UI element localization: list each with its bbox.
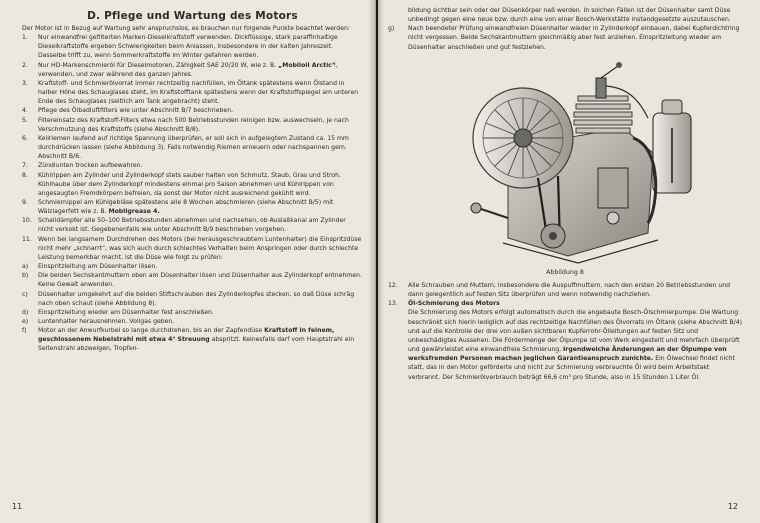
- nozzle-check-steps: [22, 262, 363, 354]
- right-page: [378, 0, 760, 523]
- instruction-list: [388, 281, 742, 382]
- maintenance-list: [22, 33, 363, 262]
- subsection-heading: Öl-Schmierung des Motors: [408, 300, 500, 308]
- continuation-paragraph: bildung sichtbar sein oder der Düsenkörper naß werden. In solchen Fällen ist der Düsenhalter samt Düse unbedingt gegen eine neue bzw. durch eine von einer Bosch-Werkstätte instandgesetzte auszutauschen.: [408, 7, 731, 24]
- list-item: 3. Kraftstoff- und Schmierölvorrat immer rechtzeitig nachfüllen, im Öltank spätestens wenn Ölstand in halber Höhe des Schauglases steht, im Kraftstofftank spätestens wenn der Kraftstoffspiegel am unteren Ende des Schauglases (seitlich am Tank angebracht) steht.: [22, 79, 358, 106]
- list-item: 7. Zündlunten trocken aufbewahren.: [22, 162, 143, 170]
- list-item: 12. Alle Schrauben und Muttern, insbesondere die Auspuffmuttern, nach den ersten 20 Betriebsstunden und dann gelegentlich auf festen Sitz überprüfen und wenn notwendig nachziehen.: [388, 281, 731, 299]
- page-number: 11: [12, 502, 23, 511]
- continued-text: [388, 6, 742, 52]
- list-item: 2. Nur HD-Markenschmieröl für Dieselmotoren, Zähigkeit SAE 20/20 W, wie z. B. „Mobiloil Arctic“, verwenden, und zwar während des ganzen Jahres.: [22, 61, 338, 78]
- section-title: D. Pflege und Wartung des Motors: [87, 10, 298, 22]
- further-instructions: [388, 281, 742, 382]
- engine-drawing: [448, 58, 708, 268]
- list-item: a) Einspritzleitung am Düsenhalter lösen.: [22, 263, 158, 271]
- list-item: 10. Schalldämpfer alle 50–100 Betriebsstunden abnehmen und nachsehen, ob Auslaßkanal am Zylinder nicht verkokt ist. Gegebenenfalls wie unter Abschnitt B/9 beschrieben vorgehen.: [22, 217, 346, 234]
- warning-text: Irgendwelche Änderungen an der Ölpumpe von werksfremden Personen machen jeglichen Garantieanspruch zunichte.: [408, 346, 727, 363]
- list-item: 8. Kühlrippen am Zylinder und Zylinderkopf stets sauber halten von Schmutz, Staub, Gras und Stroh. Kühlhaube über dem Zylinderkopf mindestens einmal pro Saison abnehmen und Kühlrippen von angesaugten Fremdkörpern befreien, da sonst der Motor nicht ausreichend gekühlt wird.: [22, 171, 341, 197]
- list-item: 1. Nur einwandfrei gefilterten Marken-Dieselkraftstoff verwenden. Dickflüssige, stark paraffinhaltige Dieselkraftstoffe ergeben Schwierigkeiten beim Anlassen, insbesondere in der kalten Jahreszeit. Dasselbe trifft zu, wenn Sommerkraftstoffe im Winter gefahren werden.: [22, 34, 338, 60]
- engine-illustration: [448, 58, 708, 268]
- page-number: 12: [727, 502, 738, 511]
- list-item: 5. Filtereinsatz des Kraftstoff-Filters etwa nach 500 Betriebsstunden reinigen bzw. auswechseln, je nach Verschmutzung des Kraftstoffs (siehe Abschnitt B/8).: [22, 116, 349, 133]
- step-g-list: [388, 24, 742, 51]
- product-name: „Mobiloil Arctic“: [278, 61, 336, 69]
- list-item: 11. Wenn bei langsamem Durchdrehen des Motors (bei herausgeschraubtem Luntenhalter) die Einspritzdüse nicht mehr „schnarrt“, was sich auch durch schlechtes Verhalten beim Anspringen oder durch schlechte Leistung bemerkbar macht, ist die Düse wie folgt zu prüfen:: [22, 235, 362, 261]
- list-item: 6. Keilriemen laufend auf richtige Spannung überprüfen, er soll sich in aufgelegtem Zustand ca. 15 mm durchdrücken lassen (siehe Abbildung 3). Falls notwendig Riemen erneuern oder nachspannen gem. Abschnitt B/6.: [22, 134, 349, 161]
- list-item: 4. Pflege des Ölbadluftfilters wie unter Abschnitt B/7 beschrieben.: [22, 107, 234, 115]
- figure-caption: Abbildung 8: [546, 268, 584, 276]
- list-item: 13. Öl-Schmierung des Motors Die Schmierung des Motors erfolgt automatisch durch die angebaute Bosch-Ölschmierpumpe. Die Wartung beschränkt sich hierin lediglich auf das rechtzeitige Nachfüllen des Ölvorrats im Öltank (siehe Abschnitt B/4) und auf die Kontrolle der drei von außen sichtbaren Kupferrohr-Ölleitungen auf festen Sitz und unbeschädigtes Aussehen. Die Fördermenge der Ölpumpe ist vom Werk eingestellt und mehrfach überprüft und gewährleistet eine einwandfreie Schmierung. Irgendwelche Änderungen an der Ölpumpe von werksfremden Personen machen jeglichen Garantieanspruch zunichte. Ein Ölwechsel findet nicht statt, das in den Motor geförderte und nicht zur Schmierung verbrauchte Öl wird beim Arbeitstakt verbrannt. Der Schmierölverbrauch beträgt 66,6 cm³ pro Stunde, also in 15 Stunden 1 Liter Öl.: [388, 300, 743, 381]
- list-item: 9. Schmiernippel am Kühlgebläse spätestens alle 8 Wochen abschmieren (siehe Abschnitt B/5) mit Wälzlagerfett wie z. B. Mobilgrease 4.: [22, 198, 334, 216]
- list-item: d) Einspritzleitung wieder am Düsenhalter fest anschließen.: [22, 308, 214, 316]
- list-item: e) Luntenhalter herausnehmen. Vollgas geben.: [22, 318, 175, 325]
- product-name: Mobilgrease 4.: [108, 208, 160, 216]
- list-item: g) Nach beendeter Prüfung einwandfreien Düsenhalter wieder in Zylinderkopf einbauen, dabei Kupferdichtring nicht vergessen. Beide Sechskantmuttern gleichmäßig aber fest anziehen. Einspritzleitung wieder am Düsenhalter anschließen und gut festziehen.: [388, 25, 740, 51]
- list-item: b) Die beiden Sechskantmuttern oben am Düsenhalter lösen und Düsenhalter aus Zylinderkopf entnehmen. Keine Gewalt anwenden.: [22, 272, 362, 289]
- intro-paragraph: Der Motor ist in Bezug auf Wartung sehr anspruchslos, es brauchen nur folgende Punkte beachtet werden:: [22, 25, 350, 32]
- list-item: c) Düsenhalter umgekehrt auf die beiden Stiftschrauben des Zylinderkopfes stecken, so daß Düse schräg nach oben schaut (siehe Abbildung 8).: [22, 290, 355, 307]
- emphasis-text: Kraftstoff in feinem, geschlossenem Nebelstrahl mit etwa 4° Streuung: [38, 327, 335, 344]
- list-item: f) Motor an der Anwurfkurbel so lange durchdrehen, bis an der Zapfendüse Kraftstoff in feinem, geschlossenem Nebelstrahl mit etwa 4° Streuung abspritzt. Keinesfalls darf vom Hauptstrahl ein Seitenstrahl abzweigen, Tropfen-: [22, 327, 355, 353]
- left-page: [0, 0, 376, 523]
